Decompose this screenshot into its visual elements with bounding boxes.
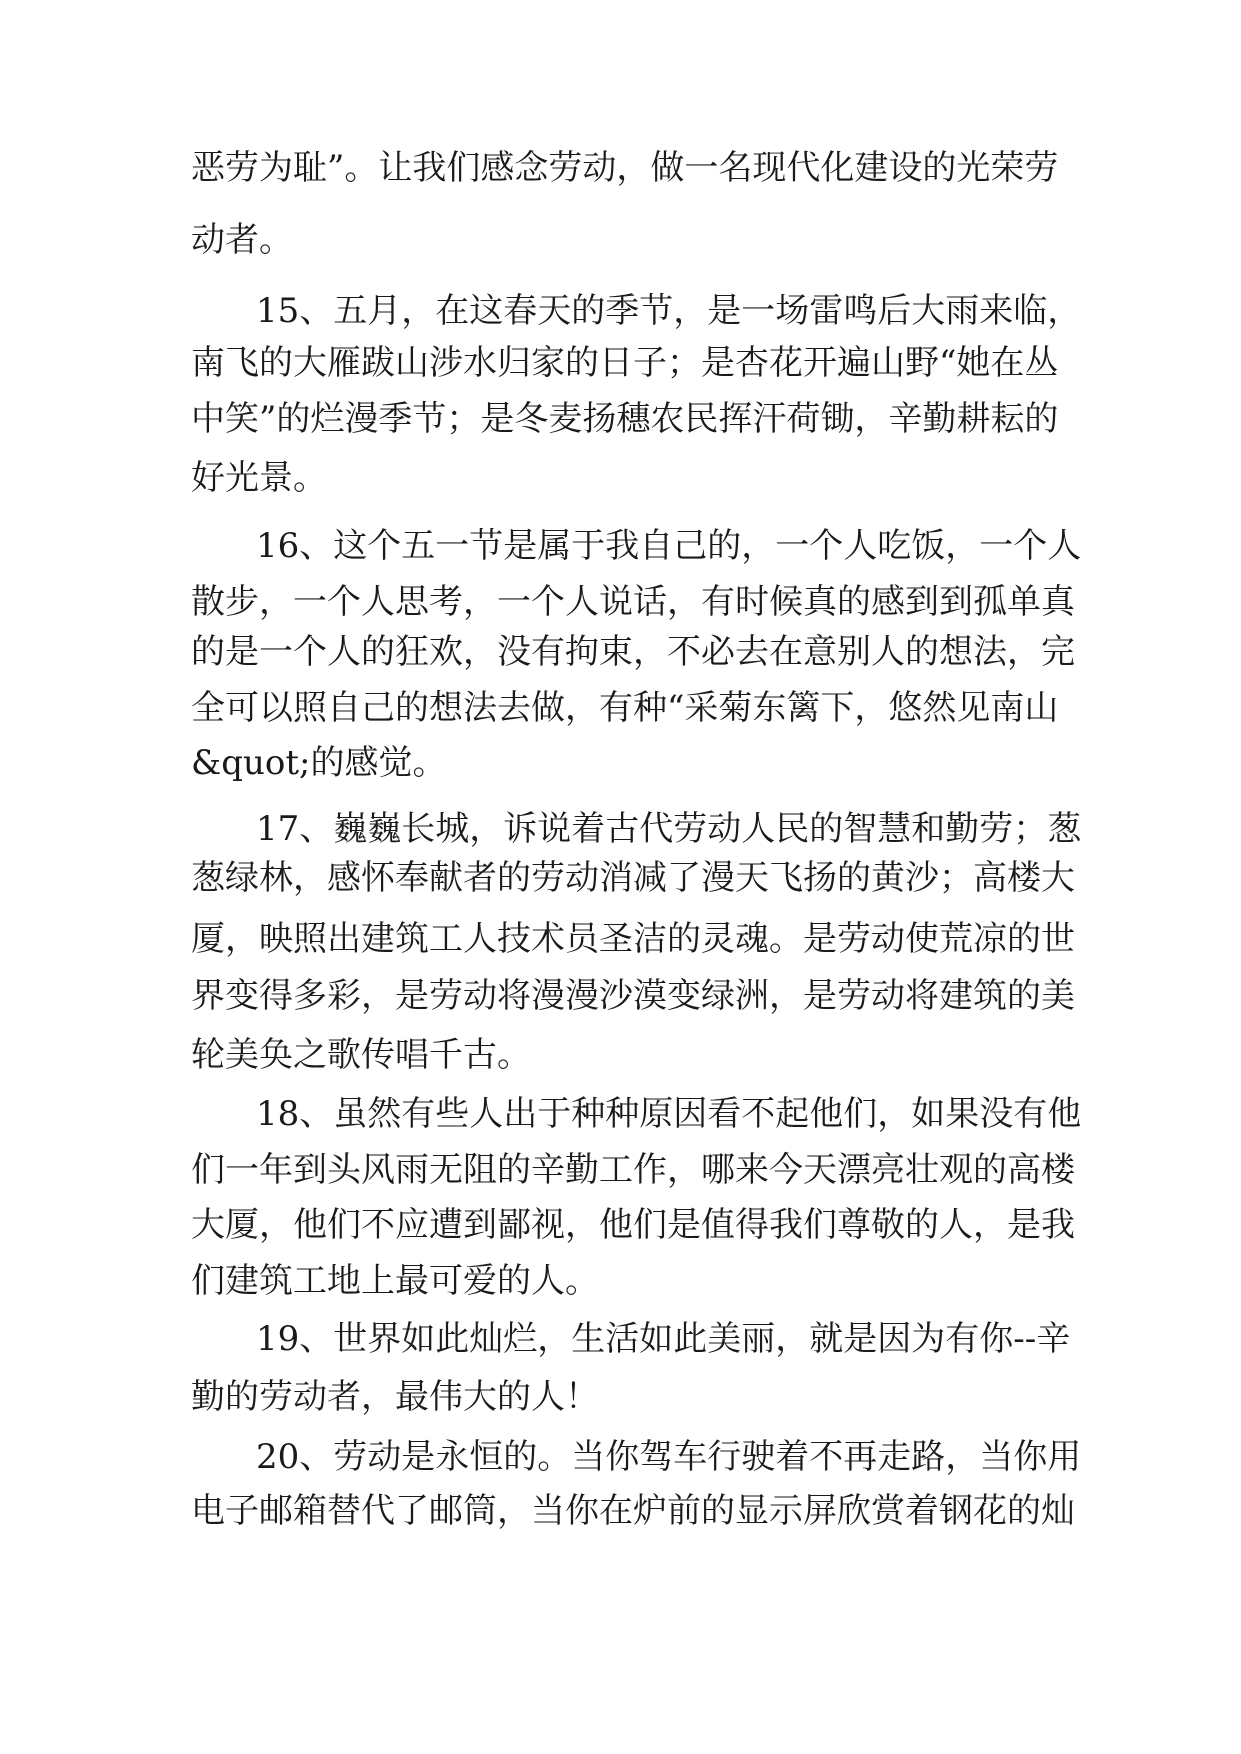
text-line: 15、五月，在这春天的季节，是一场雷鸣后大雨来临， bbox=[256, 291, 1082, 331]
text-line: &quot;的感觉。 bbox=[191, 743, 447, 783]
text-line: 勤的劳动者，最伟大的人！ bbox=[191, 1377, 599, 1417]
text-line: 19、世界如此灿烂，生活如此美丽，就是因为有你--辛 bbox=[256, 1319, 1071, 1359]
text-line: 好光景。 bbox=[191, 458, 327, 498]
text-line: 16、这个五一节是属于我自己的，一个人吃饭，一个人 bbox=[256, 526, 1082, 566]
text-line: 大厦，他们不应遭到鄙视，他们是值得我们尊敬的人，是我 bbox=[191, 1205, 1075, 1245]
text-line: 南飞的大雁跋山涉水归家的日子；是杏花开遍山野“她在丛 bbox=[191, 343, 1059, 383]
text-line: 葱绿林，感怀奉献者的劳动消减了漫天飞扬的黄沙；高楼大 bbox=[191, 858, 1075, 898]
text-line: 全可以照自己的想法去做，有种“采菊东篱下，悠然见南山 bbox=[191, 688, 1059, 728]
text-line: 恶劳为耻”。让我们感念劳动，做一名现代化建设的光荣劳 bbox=[191, 148, 1059, 188]
text-line: 的是一个人的狂欢，没有拘束，不必去在意别人的想法，完 bbox=[191, 632, 1075, 672]
text-line: 轮美奂之歌传唱千古。 bbox=[191, 1035, 531, 1075]
text-line: 17、巍巍长城，诉说着古代劳动人民的智慧和勤劳；葱 bbox=[256, 809, 1082, 849]
text-line: 厦，映照出建筑工人技术员圣洁的灵魂。是劳动使荒凉的世 bbox=[191, 919, 1075, 959]
text-line: 20、劳动是永恒的。当你驾车行驶着不再走路，当你用 bbox=[256, 1437, 1082, 1477]
text-line: 中笑”的烂漫季节；是冬麦扬穗农民挥汗荷锄，辛勤耕耘的 bbox=[191, 399, 1059, 439]
text-line: 18、虽然有些人出于种种原因看不起他们，如果没有他 bbox=[256, 1094, 1082, 1134]
text-line: 界变得多彩，是劳动将漫漫沙漠变绿洲，是劳动将建筑的美 bbox=[191, 976, 1075, 1016]
text-line: 们一年到头风雨无阻的辛勤工作，哪来今天漂亮壮观的高楼 bbox=[191, 1150, 1075, 1190]
text-line: 动者。 bbox=[191, 220, 293, 260]
text-line: 散步，一个人思考，一个人说话，有时候真的感到到孤单真 bbox=[191, 582, 1075, 622]
text-line: 电子邮箱替代了邮筒，当你在炉前的显示屏欣赏着钢花的灿 bbox=[191, 1491, 1075, 1531]
text-line: 们建筑工地上最可爱的人。 bbox=[191, 1261, 599, 1301]
